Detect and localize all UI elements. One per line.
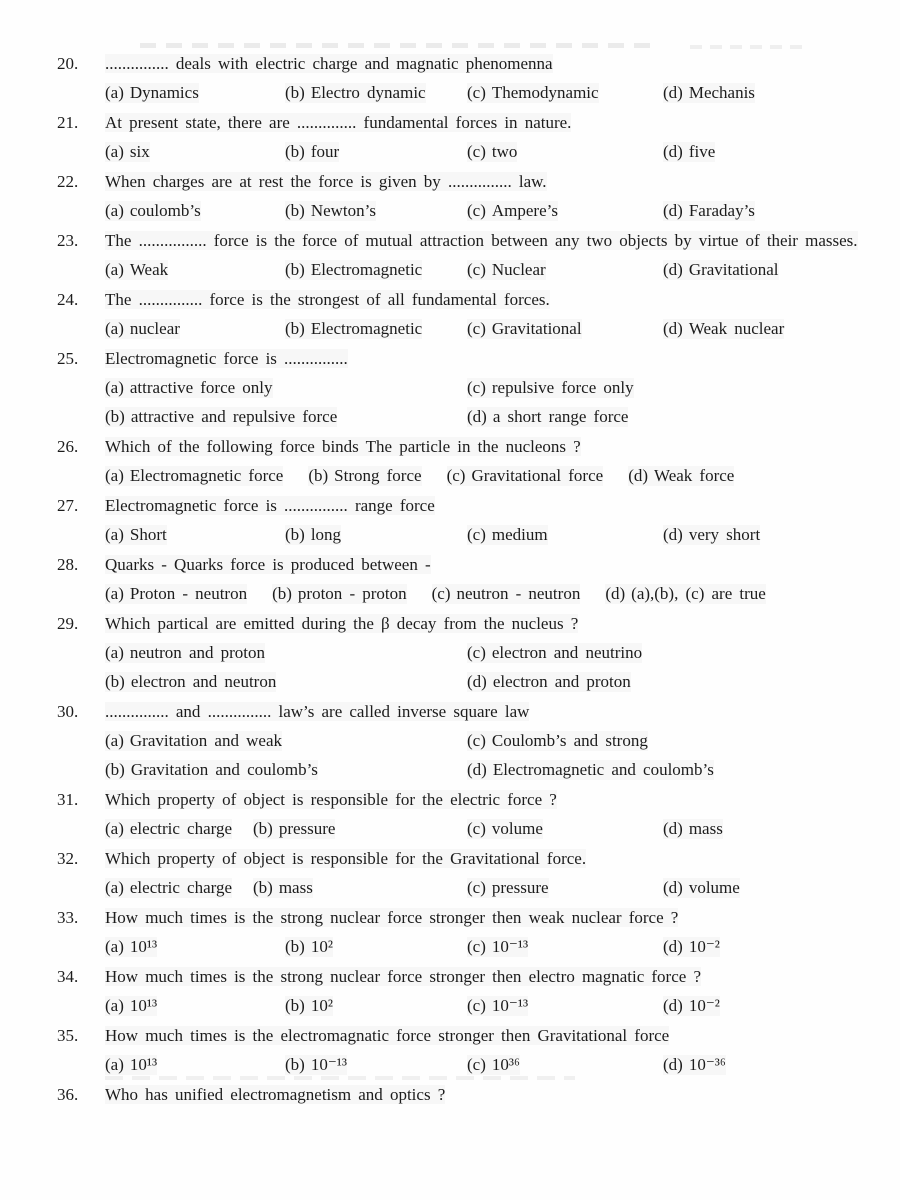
question-block [57,967,868,1016]
question-block [57,1026,868,1075]
options-group [105,466,868,486]
options-group [105,819,868,839]
option-label: (b) [285,83,305,102]
question-text: Electromagnetic force is ............... [105,349,348,368]
question-text: Electromagnetic force is ............... range force [105,496,435,515]
option-label: (a) [105,466,124,485]
option-text: Coulomb’s and strong [491,731,648,750]
answer-option [308,466,421,486]
question-block [57,290,868,339]
option-text: Proton - neutron [129,584,248,603]
option-label: (c) [467,1055,486,1074]
answer-option [105,643,265,663]
option-text: 10¹³ [129,937,158,956]
answer-option [105,378,273,398]
option-label: (c) [467,319,486,338]
answer-option [663,201,755,221]
option-label: (c) [467,996,486,1015]
option-text: Gravitation and coulomb’s [130,760,318,779]
option-label: (b) [285,260,305,279]
options-row [105,819,868,839]
answer-option [467,996,528,1016]
option-text: electric charge [129,819,233,838]
option-label: (b) [285,525,305,544]
option-label: (b) [253,819,273,838]
answer-option [605,584,766,604]
option-text: repulsive force only [491,378,634,397]
option-text: five [688,142,716,161]
question-number: 30. [57,702,79,721]
option-label: (a) [105,937,124,956]
answer-option [285,260,422,280]
answer-option [105,937,157,957]
question-number: 29. [57,614,79,633]
option-text: mass [688,819,723,838]
option-text: a short range force [492,407,629,426]
option-label: (a) [105,731,124,750]
option-label: (c) [446,466,466,485]
option-label: (a) [105,319,124,338]
answer-option [467,643,642,663]
option-text: Electromagnetic and coulomb’s [492,760,714,779]
option-text: Electromagnetic [310,260,423,279]
option-text: mass [278,878,313,897]
answer-option [467,83,599,103]
question-text: ............... deals with electric charge and magnatic phenomenna [105,54,553,73]
option-label: (c) [467,937,486,956]
answer-option [105,1055,157,1075]
option-label: (d) [663,319,683,338]
question-text: How much times is the strong nuclear force stronger then electro magnatic force ? [105,967,701,986]
answer-option [467,760,714,780]
answer-option [663,996,720,1016]
question-number: 31. [57,790,79,809]
option-label: (d) [605,584,626,603]
answer-option [467,731,648,751]
options-row [105,878,868,898]
answer-option [285,83,426,103]
question-text: Quarks - Quarks force is produced between - [105,555,431,574]
answer-option [105,407,337,427]
answer-option [105,260,168,280]
option-text: neutron - neutron [456,584,581,603]
answer-option [628,466,734,486]
answer-option [105,672,276,692]
option-label: (a) [105,83,124,102]
options-group [105,731,868,780]
option-text: 10⁻¹³ [491,937,529,956]
option-text: Gravitational force [471,466,604,485]
question-number: 34. [57,967,79,986]
option-text: (a),(b), (c) are true [631,584,766,603]
question-number: 26. [57,437,79,456]
options-row [105,525,868,545]
question-number: 21. [57,113,79,132]
option-text: nuclear [129,319,180,338]
answer-option [467,407,628,427]
option-text: electron and neutron [130,672,277,691]
option-label: (d) [663,819,683,838]
options-group [105,878,868,898]
option-label: (c) [467,525,486,544]
option-text: 10⁻² [688,937,720,956]
question-number: 20. [57,54,79,73]
option-label: (a) [105,525,124,544]
options-group [105,996,868,1016]
answer-option [285,1055,347,1075]
option-label: (b) [285,996,305,1015]
question-number: 24. [57,290,79,309]
option-label: (b) [285,201,305,220]
answer-option [285,201,376,221]
answer-option [105,760,318,780]
option-text: coulomb’s [129,201,201,220]
question-number: 36. [57,1085,79,1104]
options-row [105,1055,868,1075]
options-row [105,731,868,751]
question-block [57,496,868,545]
answer-option [467,1055,520,1075]
answer-option [663,819,723,839]
option-text: Gravitational [491,319,582,338]
answer-option [663,319,784,339]
options-row [105,760,868,780]
answer-option [663,878,740,898]
answer-option [285,319,422,339]
options-row [105,201,868,221]
question-block [57,790,868,839]
question-text: Which property of object is responsible for the Gravitational force. [105,849,587,868]
question-block [57,54,868,103]
option-label: (a) [105,643,124,662]
option-label: (d) [663,201,683,220]
options-group [105,378,868,427]
question-block [57,702,868,780]
answer-option [272,584,407,604]
answer-option [105,731,282,751]
answer-option [447,466,604,486]
option-text: Nuclear [491,260,546,279]
answer-option [467,672,631,692]
answer-option [467,260,546,280]
option-label: (b) [285,142,305,161]
option-text: 10¹³ [129,996,158,1015]
options-group [105,584,868,604]
option-label: (a) [105,378,124,397]
answer-option [467,319,582,339]
option-label: (a) [105,1055,124,1074]
option-text: 10⁻³⁶ [688,1055,726,1074]
option-text: 10¹³ [129,1055,158,1074]
options-row [105,260,868,280]
scan-artifact-line [140,43,652,48]
options-row [105,142,868,162]
answer-option [467,525,548,545]
question-block [57,1085,868,1105]
option-text: Newton’s [310,201,376,220]
option-label: (a) [105,201,124,220]
question-block [57,113,868,162]
question-number: 25. [57,349,79,368]
option-label: (d) [663,996,683,1015]
answer-option [467,378,634,398]
question-number: 28. [57,555,79,574]
option-label: (b) [272,584,292,603]
option-text: attractive and repulsive force [130,407,338,426]
answer-option [105,201,201,221]
answer-option [285,937,333,957]
answer-option [105,996,157,1016]
options-group [105,260,868,280]
option-label: (d) [628,466,649,485]
option-text: long [310,525,342,544]
option-label: (c) [467,83,486,102]
option-label: (b) [308,466,329,485]
option-label: (a) [105,142,124,161]
option-text: two [491,142,518,161]
answer-option [663,142,715,162]
question-block [57,437,868,486]
answer-option [467,201,558,221]
option-text: Gravitation and weak [129,731,282,750]
options-row [105,407,868,427]
options-group [105,319,868,339]
options-row [105,378,868,398]
options-row [105,672,868,692]
question-text: How much times is the strong nuclear force stronger then weak nuclear force ? [105,908,679,927]
option-text: pressure [491,878,549,897]
option-label: (a) [105,819,124,838]
option-label: (c) [467,819,486,838]
question-text: ............... and ............... law’s are called inverse square law [105,702,530,721]
option-text: volume [491,819,543,838]
option-label: (b) [285,937,305,956]
option-label: (b) [105,672,125,691]
answer-option [467,878,549,898]
option-text: Mechanis [688,83,755,102]
question-number: 23. [57,231,79,250]
options-group [105,525,868,545]
option-text: 10² [310,996,333,1015]
question-text: Which of the following force binds The particle in the nucleons ? [105,437,581,456]
question-text: At present state, there are .............. fundamental forces in nature. [105,113,572,132]
answer-option [105,525,167,545]
answer-option [432,584,581,604]
answer-option [467,819,543,839]
answer-option [253,878,313,898]
answer-option [663,83,755,103]
options-group [105,201,868,221]
option-label: (a) [105,260,124,279]
option-label: (d) [663,525,683,544]
answer-option [285,142,339,162]
answer-option [663,937,720,957]
answer-option [663,1055,726,1075]
option-text: Electromagnetic force [129,466,284,485]
option-label: (d) [663,1055,683,1074]
option-text: Dynamics [129,83,199,102]
option-label: (c) [431,584,451,603]
question-block [57,231,868,280]
option-text: 10³⁶ [491,1055,520,1074]
option-label: (b) [105,760,125,779]
scan-artifact-line [690,45,810,49]
option-text: neutron and proton [129,643,266,662]
option-label: (c) [467,201,486,220]
option-text: Gravitational [688,260,779,279]
option-text: 10⁻¹³ [310,1055,347,1074]
option-label: (a) [105,878,124,897]
options-group [105,643,868,692]
options-group [105,937,868,957]
question-number: 35. [57,1026,79,1045]
answer-option [105,878,232,898]
question-text: Which property of object is responsible for the electric force ? [105,790,557,809]
option-text: four [310,142,340,161]
answer-option [105,466,283,486]
option-text: volume [688,878,740,897]
option-label: (c) [467,643,486,662]
question-block [57,172,868,221]
option-text: 10⁻¹³ [491,996,529,1015]
answer-option [663,260,779,280]
option-label: (d) [467,407,487,426]
option-label: (d) [663,878,683,897]
option-text: electron and proton [492,672,631,691]
option-text: Weak force [654,466,735,485]
option-text: medium [491,525,548,544]
answer-option [105,83,199,103]
option-text: very short [688,525,761,544]
option-text: Faraday’s [688,201,755,220]
question-text: The ............... force is the strongest of all fundamental forces. [105,290,550,309]
question-number: 32. [57,849,79,868]
answer-option [105,142,150,162]
question-block [57,908,868,957]
options-group [105,83,868,103]
option-text: proton - proton [297,584,407,603]
option-text: Weak nuclear [688,319,785,338]
options-row [105,83,868,103]
question-block [57,555,868,604]
option-text: six [129,142,150,161]
answer-option [467,937,528,957]
options-row [105,937,868,957]
question-text: Who has unified electromagnetism and optics ? [105,1085,446,1104]
answer-option [663,525,760,545]
option-text: Ampere’s [491,201,558,220]
option-text: Short [129,525,167,544]
option-label: (c) [467,878,486,897]
answer-option [285,525,341,545]
options-row [105,996,868,1016]
answer-option [253,819,335,839]
question-text: The ................ force is the force of mutual attraction between any two objects by virtue of their masses. [105,231,858,250]
option-label: (c) [467,142,486,161]
option-text: electric charge [129,878,233,897]
option-label: (b) [105,407,125,426]
question-text: How much times is the electromagnatic force stronger then Gravitational force [105,1026,670,1045]
question-number: 22. [57,172,79,191]
option-text: Weak [129,260,169,279]
answer-option [105,819,232,839]
answer-option [285,996,333,1016]
option-label: (b) [285,319,305,338]
option-text: 10² [310,937,333,956]
option-label: (a) [105,996,124,1015]
option-label: (c) [467,731,486,750]
option-text: Strong force [334,466,422,485]
option-label: (d) [663,142,683,161]
options-row [105,319,868,339]
options-row [105,584,868,604]
option-text: Themodynamic [491,83,599,102]
options-row [105,466,868,486]
question-number: 27. [57,496,79,515]
options-group [105,1055,868,1075]
option-label: (d) [467,760,487,779]
question-text: Which partical are emitted during the β decay from the nucleus ? [105,614,579,633]
option-text: attractive force only [129,378,273,397]
question-block [57,849,868,898]
answer-option [105,319,180,339]
question-text: When charges are at rest the force is given by ............... law. [105,172,547,191]
options-row [105,643,868,663]
question-number: 33. [57,908,79,927]
option-label: (d) [663,260,683,279]
option-label: (d) [663,83,683,102]
option-text: pressure [278,819,336,838]
answer-option [467,142,517,162]
question-block [57,349,868,427]
option-label: (a) [105,584,124,603]
option-text: Electro dynamic [310,83,426,102]
option-text: electron and neutrino [491,643,643,662]
option-label: (b) [285,1055,305,1074]
option-label: (d) [467,672,487,691]
option-label: (c) [467,260,486,279]
option-label: (c) [467,378,486,397]
option-label: (d) [663,937,683,956]
answer-option [105,584,247,604]
question-block [57,614,868,692]
questions-list [57,54,868,1105]
options-group [105,142,868,162]
option-label: (b) [253,878,273,897]
option-text: Electromagnetic [310,319,423,338]
option-text: 10⁻² [688,996,720,1015]
